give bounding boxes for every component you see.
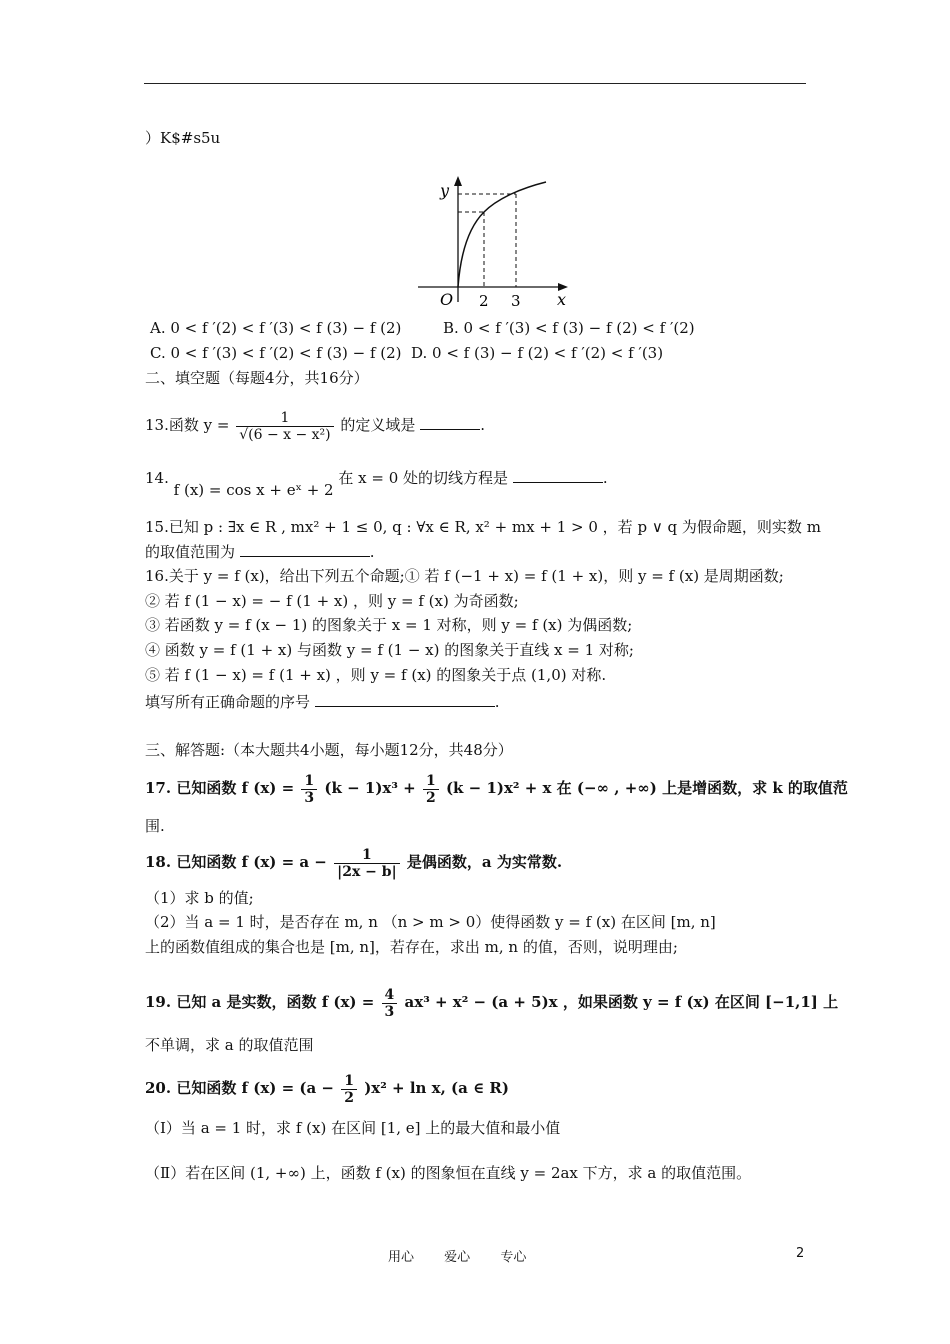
graph-origin-label: O [440,290,454,309]
q12-option-b: B. 0 < f ′(3) < f (3) − f (2) < f ′(2) [443,319,695,337]
q14: 14. f (x) = cos x + eˣ + 2 在 x = 0 处的切线方程是 . [145,469,608,499]
q14-prefix: 14. [145,469,169,487]
q13-answer-blank[interactable] [420,415,480,430]
q15-line1: 15.已知 p : ∃x ∈ R , mx² + 1 ≤ 0, q : ∀x ∈ R, x² + mx + 1 > 0 ，若 p ∨ q 为假命题，则实数 m [145,518,821,536]
q16-line2: ② 若 f (1 − x) = − f (1 + x) ，则 y = f (x) 为奇函数; [145,592,519,610]
q20-denominator: 2 [341,1089,357,1106]
q20-prefix: 20. 已知函数 f (x) = (a − [145,1079,334,1097]
q12-option-c: C. 0 < f ′(3) < f ′(2) < f (3) − f (2) [150,344,402,362]
q17-num-2: 1 [425,772,436,789]
q17-prefix: 17. 已知函数 f (x) = [145,779,295,797]
q20-numerator: 1 [344,1072,354,1089]
q19 [145,980,838,1024]
q12-option-a: A. 0 < f ′(2) < f ′(3) < f (3) − f (2) [150,319,402,337]
q16-line1: 16.关于 y = f (x)，给出下列五个命题;① 若 f (−1 + x) = f (1 + x)，则 y = f (x) 是周期函数; [145,567,784,585]
graph-x-label: x [557,290,567,309]
q19-denominator: 3 [382,1003,398,1020]
q16-line4: ④ 函数 y = f (1 + x) 与函数 y = f (1 − x) 的图象关于直线 x = 1 对称; [145,641,634,659]
section3-title: 三、解答题:（本大题共4小题，每小题12分，共48分） [145,741,513,759]
page-number: 2 [796,1246,805,1261]
footer-word-1: 用心 [388,1250,415,1265]
q18-part1: （1）求 b 的值; [145,889,254,907]
page-footer [388,1246,552,1265]
q19-numerator: 4 [384,986,395,1003]
graph-tick-3: 3 [511,292,521,310]
q17 [145,768,848,808]
q18-part3: 上的函数值组成的集合也是 [m, n]，若存在，求出 m, n 的值，否则，说明理由; [145,938,678,956]
q18-suffix: 是偶函数，a 为实常数. [406,853,563,871]
q16-line5: ⑤ 若 f (1 − x) = f (1 + x) ，则 y = f (x) 的图象关于点 (1,0) 对称. [145,666,607,684]
header-rule [144,83,806,84]
q18 [145,840,562,884]
q20-fraction [341,1073,357,1106]
q13: 13.函数 y = $\frac{1}{\text{√(6 − x − x²)}}$ 的定义域是 . [145,409,485,443]
q16-line6: 填写所有正确命题的序号 . [145,693,500,711]
q20-part1: （Ⅰ）当 a = 1 时，求 f (x) 在区间 [1, e] 上的最大值和最小值 [145,1119,561,1137]
q16-line6-text: 填写所有正确命题的序号 [145,693,311,711]
function-graph [412,172,580,312]
q17-mid: (k − 1)x³ + [324,779,416,797]
header-fragment: ）K$#s5u [145,129,221,147]
q19-suffix: ax³ + x² − (a + 5)x ，如果函数 y = f (x) 在区间 [−1,1] 上 [404,993,839,1011]
q17-num-1: 1 [304,772,315,789]
q14-answer-blank[interactable] [513,468,603,483]
q20-suffix: )x² + ln x, (a ∈ R) [364,1079,509,1097]
graph-y-label: y [440,181,450,200]
q18-fraction [334,847,400,880]
q20 [145,1066,509,1110]
q16-answer-blank[interactable] [315,692,495,707]
footer-word-3: 专心 [500,1250,527,1265]
q13-fraction [236,410,333,443]
q17-fraction-2 [423,773,439,806]
q13-denominator: √(6 − x − x²) [236,426,333,443]
q19-line2: 不单调，求 a 的取值范围 [145,1036,314,1054]
graph-tick-2: 2 [479,292,489,310]
q17-den-2: 2 [423,789,439,806]
q13-suffix: 的定义域是 [340,416,416,434]
q15-line2: 的取值范围为 . [145,543,375,561]
q14-expr: f (x) = cos x + eˣ + 2 [173,481,334,499]
footer-word-2: 爱心 [444,1250,471,1265]
q12-option-d: D. 0 < f (3) − f (2) < f ′(2) < f ′(3) [411,344,664,362]
q18-prefix: 18. 已知函数 f (x) = a − [145,853,327,871]
q17-suffix: (k − 1)x² + x 在 (−∞ , +∞) 上是增函数，求 k 的取值范 [445,779,848,797]
q14-mid: 在 x = 0 [338,469,399,487]
q14-suffix: 处的切线方程是 [403,469,509,487]
q19-fraction [382,987,398,1020]
q20-part2: （Ⅱ）若在区间 (1, +∞) 上，函数 f (x) 的图象恒在直线 y = 2ax 下方，求 a 的取值范围。 [145,1164,752,1182]
q17-fraction-1 [301,773,317,806]
q18-part2: （2）当 a = 1 时，是否存在 m, n （n > m > 0）使得函数 y = f (x) 在区间 [m, n] [145,913,716,931]
q13-numerator: 1 [280,409,290,426]
q16-line3: ③ 若函数 y = f (x − 1) 的图象关于 x = 1 对称，则 y = f (x) 为偶函数; [145,616,633,634]
q18-numerator: 1 [362,846,372,863]
section2-title: 二、填空题（每题4分，共16分） [145,369,369,387]
q17-line2: 围. [145,817,165,835]
q18-denominator: |2x − b| [334,863,400,880]
q17-den-1: 3 [301,789,317,806]
q15-line2-text: 的取值范围为 [145,543,236,561]
q15-answer-blank[interactable] [240,542,370,557]
q19-prefix: 19. 已知 a 是实数，函数 f (x) = [145,993,375,1011]
q13-prefix: 13.函数 y = [145,416,230,434]
